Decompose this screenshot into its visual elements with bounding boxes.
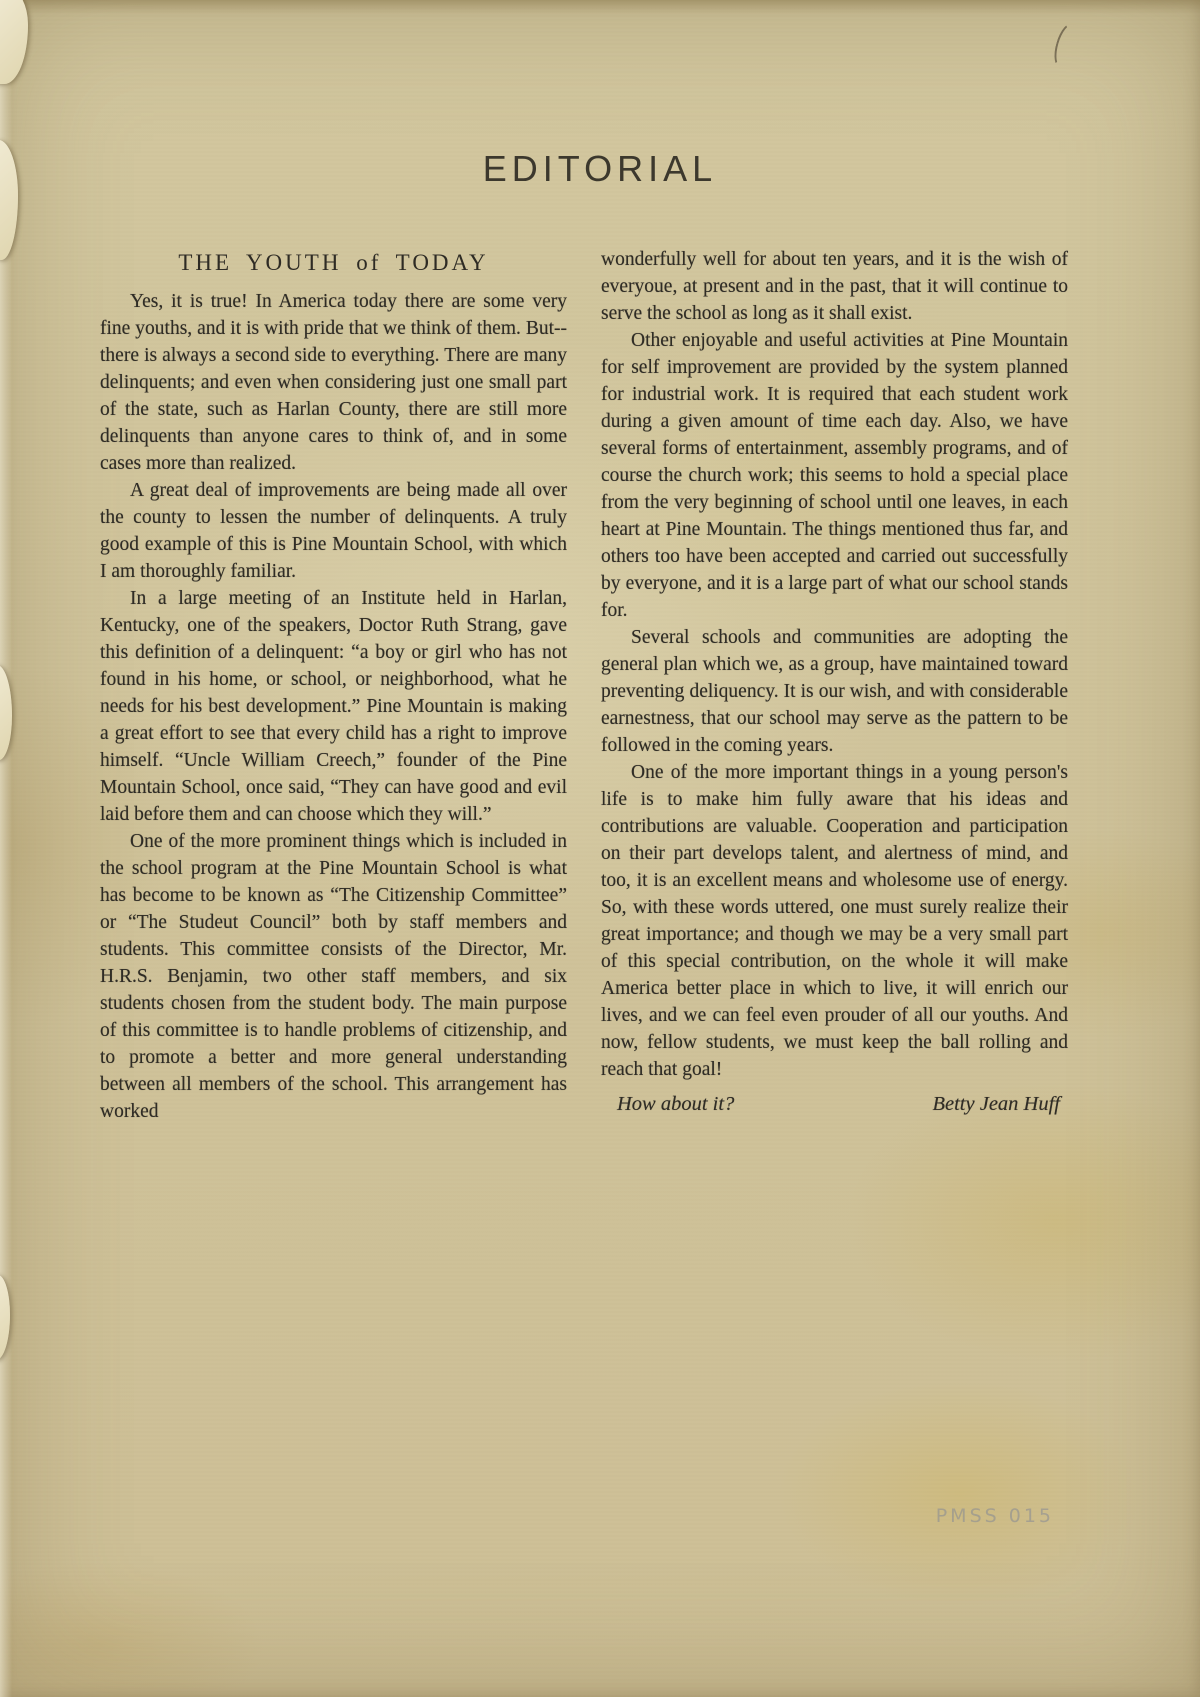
paragraph: Yes, it is true! In America today there are some very fine youths, and it is with pride that we think of them. But--there is always a second side to everything. There are many delinquents; and even when considering just one small part of the state, such as Harlan County, there are still more delinquents than anyone cares to think of, and in some cases more than realized. (100, 291, 567, 474)
paragraph: One of the more prominent things which is included in the school program at the Pine Mountain School is what has become to be known as “The Citizenship Committee” or “The Studeut Council” both by staff members and students. This committee consists of the Director, Mr. H.R.S. Benjamin, two other staff members, and six students chosen from the student body. The main purpose of this committee is to handle problems of citizenship, and to promote a better and more general understanding between all members of the school. This arrangement has worked (100, 831, 567, 1122)
paragraph: Other enjoyable and useful activities at Pine Mountain for self improvement are provided by the system planned for industrial work. It is required that each student work during a given amount of time each day. Also, we have several forms of entertainment, assembly programs, and of course the church work; this seems to hold a special place from the very beginning of school until one leaves, in each heart at Pine Mountain. The things mentioned thus far, and others too have been accepted and carried out successfully by everyone, and it is a large part of what our school stands for. (601, 330, 1068, 621)
paragraph: One of the more important things in a young person's life is to make him fully aware that his ideas and contributions are valuable. Cooperation and participation on their part develops talent, and alertness of mind, and too, it is an excellent means and wholesome use of energy. So, with these words uttered, one must surely realize their great importance; and though we may be a very small part of this special contribution, on the whole it will make America better place in which to live, it will enrich our lives, and we can feel even prouder of all our youths. And now, fellow students, we must keep the ball rolling and reach that goal! (601, 762, 1068, 1080)
author-signature: Betty Jean Huff (932, 1093, 1060, 1115)
right-column (601, 246, 1068, 1125)
watermark: PMSS 015 (935, 1505, 1054, 1527)
right-paragraphs (601, 246, 1068, 1083)
left-column (100, 246, 567, 1125)
page-title: EDITORIAL (482, 148, 718, 189)
closing-question: How about it? (617, 1093, 735, 1115)
paragraph: A great deal of improvements are being made all over the county to lessen the number of delinquents. A truly good example of this is Pine Mountain School, with which I am thoroughly familiar. (100, 480, 567, 582)
paragraph: In a large meeting of an Institute held in Harlan, Kentucky, one of the speakers, Doctor Ruth Strang, gave this definition of a delinquent: “a boy or girl who has not found in his home, or school, or neighborhood, what he needs for his best development.” Pine Mountain is making a great effort to see that every child has a right to improve himself. “Uncle William Creech,” founder of the Pine Mountain School, once said, “They can have good and evil laid before them and can choose which they will.” (100, 588, 567, 825)
signoff-line (601, 1093, 1068, 1116)
paragraph: Several schools and communities are adopting the general plan which we, as a group, have maintained toward preventing deliquency. It is our wish, and with considerable earnestness, that our school may serve as the pattern to be followed in the coming years. (601, 627, 1068, 756)
article-title: THE YOUTH of TODAY (178, 250, 489, 275)
paragraph: wonderfully well for about ten years, and it is the wish of everyoue, at present and in the past, that it will continue to serve the school as long as it shall exist. (601, 249, 1068, 324)
two-column-layout (100, 246, 1068, 1125)
left-paragraphs (100, 288, 567, 1125)
